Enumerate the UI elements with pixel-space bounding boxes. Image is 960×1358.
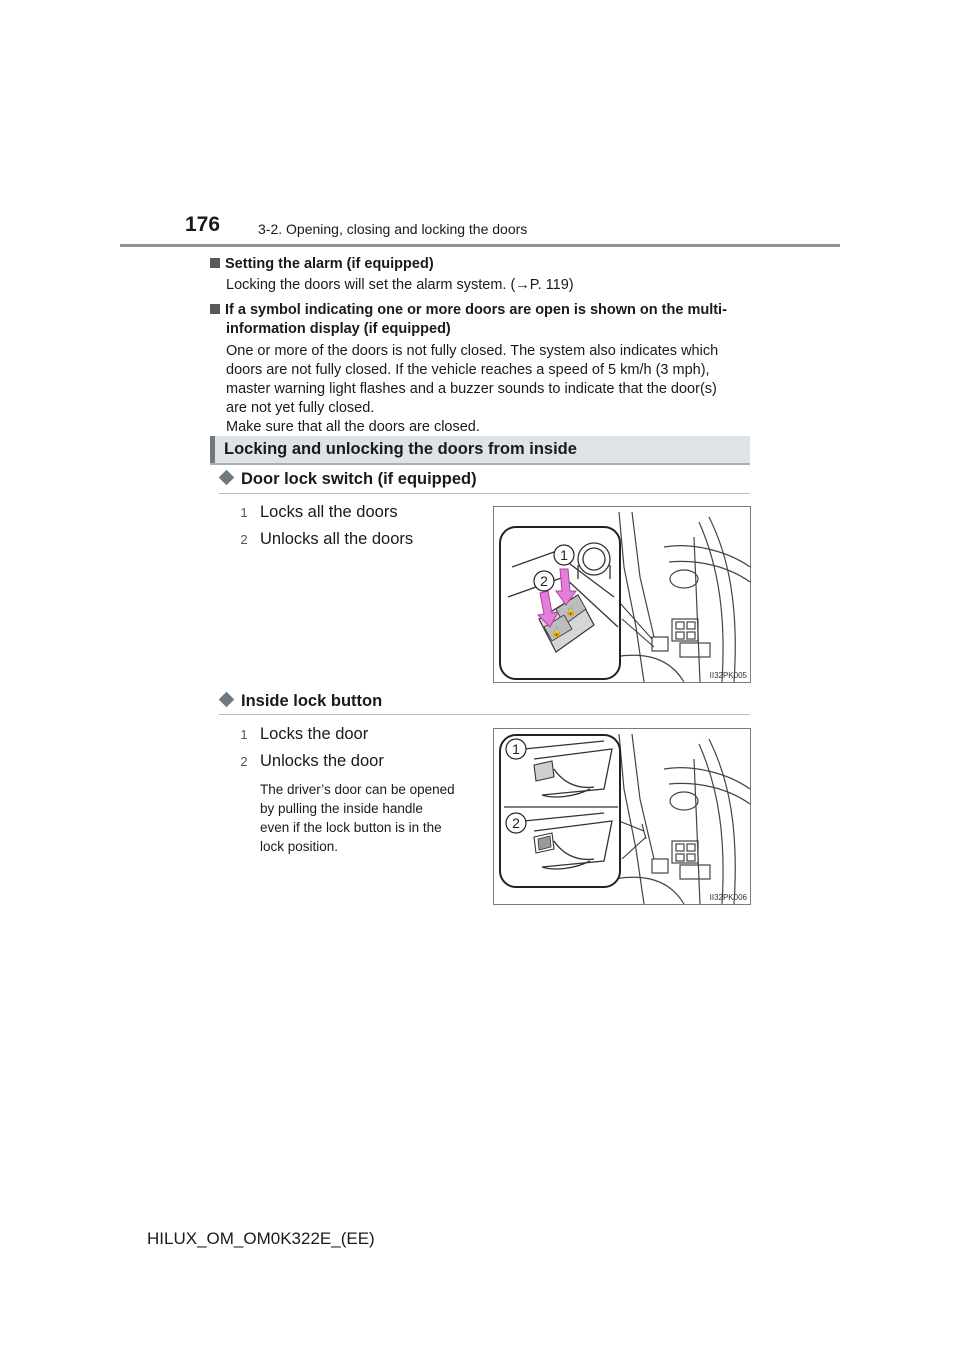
- inside-lock-button-illustration: [493, 728, 751, 905]
- door-lock-switch-drawing: [494, 507, 750, 682]
- square-bullet-icon: [210, 258, 220, 268]
- door-lock-switch-heading: Door lock switch (if equipped): [219, 470, 477, 489]
- item-number-badge: 1: [240, 505, 248, 520]
- door-symbol-line-2: doors are not fully closed. If the vehicle reaches a speed of 5 km/h (3 mph),: [226, 362, 710, 378]
- sub-heading-rule: [219, 714, 750, 715]
- door-symbol-heading: If a symbol indicating one or more doors are open is shown on the multi-: [210, 301, 727, 320]
- item-number-badge: 2: [240, 754, 248, 769]
- figure-code: II32PK005: [709, 671, 747, 680]
- section-band-bar: [210, 436, 215, 463]
- item-number-badge: 1: [240, 727, 248, 742]
- door-symbol-line-4: are not yet fully closed.: [226, 400, 375, 416]
- svg-text:1: 1: [560, 547, 568, 563]
- section-title: 3-2. Opening, closing and locking the doors: [258, 221, 528, 237]
- door-symbol-heading-cont: information display (if equipped): [226, 321, 451, 337]
- svg-text:2: 2: [540, 573, 548, 589]
- svg-text:🔒: 🔒: [565, 607, 577, 617]
- alarm-text: Locking the doors will set the alarm system. (→P. 119): [226, 277, 574, 293]
- section-heading-band: [210, 436, 750, 465]
- svg-text:🔓: 🔓: [551, 628, 563, 638]
- sub-heading-rule: [219, 493, 750, 494]
- item-locks-the-door: Locks the door: [260, 725, 369, 743]
- item-locks-all-doors: Locks all the doors: [260, 503, 398, 521]
- svg-text:1: 1: [512, 741, 520, 757]
- door-lock-switch-illustration: [493, 506, 751, 683]
- page-number: 176: [185, 213, 221, 236]
- svg-text:2: 2: [512, 815, 520, 831]
- inside-lock-button-drawing: [494, 729, 750, 904]
- section-heading: Locking and unlocking the doors from inside: [224, 440, 577, 458]
- square-bullet-icon: [210, 304, 220, 314]
- alarm-heading: Setting the alarm (if equipped): [210, 255, 434, 274]
- footer-document-code: HILUX_OM_OM0K322E_(EE): [147, 1229, 375, 1248]
- door-symbol-line-3: master warning light flashes and a buzzer sounds to indicate that the door(s): [226, 381, 717, 397]
- item-unlocks-the-door: Unlocks the door: [260, 752, 384, 770]
- header-rule: [120, 244, 840, 247]
- inside-lock-button-heading: Inside lock button: [219, 692, 382, 711]
- figure-code: II32PK006: [709, 893, 747, 902]
- diamond-bullet-icon: [219, 470, 235, 486]
- item-unlocks-all-doors: Unlocks all the doors: [260, 530, 414, 548]
- driver-door-note: The driver’s door can be opened by pulling the inside handle even if the lock button is in the lock position.: [260, 782, 455, 854]
- door-symbol-line-1: One or more of the doors is not fully closed. The system also indicates which: [226, 343, 719, 359]
- diamond-bullet-icon: [219, 692, 235, 708]
- item-number-badge: 2: [240, 532, 248, 547]
- door-symbol-line-5: Make sure that all the doors are closed.: [226, 419, 480, 435]
